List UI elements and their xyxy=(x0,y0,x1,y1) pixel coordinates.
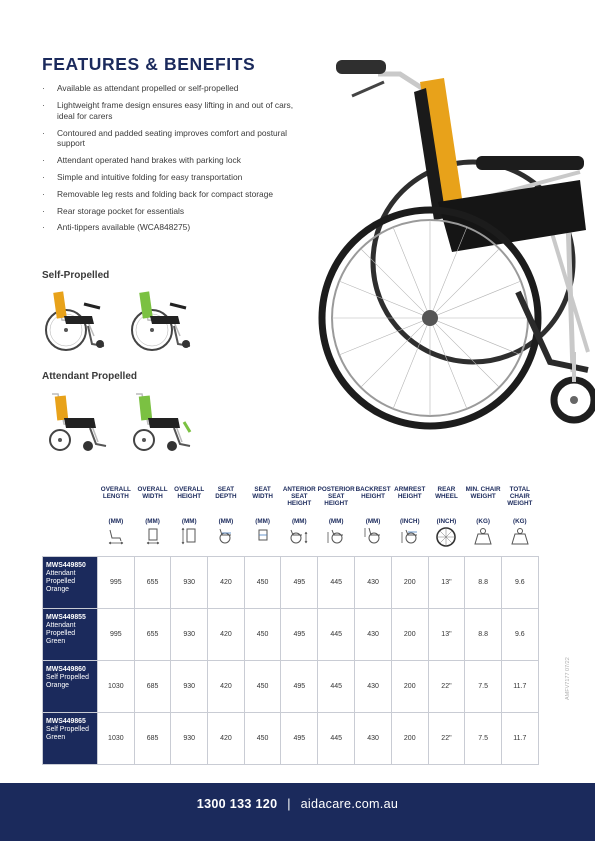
column-header-overall-width: OVERALL WIDTH (MM) xyxy=(134,480,171,557)
table-cell: 1030 xyxy=(98,713,135,765)
bullet-icon: · xyxy=(42,99,45,110)
feature-item: · Attendant operated hand brakes with parking lock xyxy=(42,155,241,166)
table-cell: 450 xyxy=(244,661,281,713)
table-cell: 200 xyxy=(391,661,428,713)
feature-item: · Removable leg rests and folding back for compact storage xyxy=(42,188,274,199)
table-cell: 11.7 xyxy=(501,661,538,713)
bullet-icon: · xyxy=(42,172,45,182)
column-header-backrest-height: BACKREST HEIGHT (MM) xyxy=(355,480,392,557)
table-cell: 995 xyxy=(98,557,135,609)
table-cell: 200 xyxy=(391,609,428,661)
bullet-icon: · xyxy=(42,155,45,166)
table-cell: 420 xyxy=(208,713,245,765)
specifications-table xyxy=(42,480,539,765)
model-cell: MWS449865 Self Propelled Green xyxy=(43,713,98,765)
column-header-seat-depth: SEAT DEPTH (MM) xyxy=(208,480,245,557)
bullet-icon: · xyxy=(42,205,45,216)
page-title: FEATURES & BENEFITS xyxy=(42,54,256,74)
table-cell: 495 xyxy=(281,661,318,713)
table-cell: 22" xyxy=(428,661,465,713)
column-header-anterior-seat-height: ANTERIOR SEAT HEIGHT (MM) xyxy=(281,480,318,557)
table-cell: 200 xyxy=(391,557,428,609)
table-cell: 11.7 xyxy=(501,713,538,765)
footer-website[interactable]: aidacare.com.au xyxy=(300,797,399,811)
feature-item: · Rear storage pocket for essentials xyxy=(42,205,185,216)
table-cell: 445 xyxy=(318,661,355,713)
backrest-height-icon xyxy=(362,527,384,545)
table-cell: 200 xyxy=(391,713,428,765)
footer-phone[interactable]: 1300 133 120 xyxy=(196,797,278,811)
table-cell: 420 xyxy=(208,609,245,661)
table-cell: 430 xyxy=(355,661,392,713)
table-cell: 930 xyxy=(171,557,208,609)
bullet-icon: · xyxy=(42,222,45,233)
total-weight-icon xyxy=(510,527,530,545)
table-cell: 685 xyxy=(134,713,171,765)
column-header-overall-height: OVERALL HEIGHT (MM) xyxy=(171,480,208,557)
column-header-rear-wheel: REAR WHEEL (INCH) xyxy=(428,480,465,557)
column-header-seat-width: SEAT WIDTH (MM) xyxy=(244,480,281,557)
table-cell: 13" xyxy=(428,609,465,661)
column-header-overall-length: OVERALL LENGTH (MM) xyxy=(98,480,135,557)
table-cell: 9.6 xyxy=(501,609,538,661)
armrest-height-icon xyxy=(399,527,421,545)
table-row xyxy=(43,713,539,765)
table-cell: 930 xyxy=(171,609,208,661)
seat-depth-icon xyxy=(217,527,235,545)
table-cell: 450 xyxy=(244,557,281,609)
model-cell: MWS449855 Attendant Propelled Green xyxy=(43,609,98,661)
attendant-propelled-orange-image xyxy=(42,388,112,456)
self-propelled-green-image xyxy=(128,286,198,354)
seat-width-icon xyxy=(254,527,272,545)
bullet-icon: · xyxy=(42,127,45,138)
table-cell: 450 xyxy=(244,609,281,661)
wheelchair-hero-image xyxy=(318,52,595,440)
footer-contact xyxy=(0,797,595,811)
bullet-icon: · xyxy=(42,83,45,93)
table-corner-cell xyxy=(43,480,98,557)
table-cell: 495 xyxy=(281,609,318,661)
footer-separator: | xyxy=(287,797,291,811)
table-cell: 655 xyxy=(134,609,171,661)
table-cell: 495 xyxy=(281,713,318,765)
table-cell: 430 xyxy=(355,609,392,661)
feature-item: · Contoured and padded seating improves comfort and postural support xyxy=(42,127,287,149)
table-cell: 430 xyxy=(355,713,392,765)
rear-wheel-icon xyxy=(436,527,456,547)
length-icon xyxy=(107,527,125,545)
table-cell: 495 xyxy=(281,557,318,609)
feature-item: · Anti-tippers available (WCA848275) xyxy=(42,222,191,233)
table-cell: 995 xyxy=(98,609,135,661)
table-cell: 420 xyxy=(208,661,245,713)
table-cell: 450 xyxy=(244,713,281,765)
self-propelled-label: Self-Propelled xyxy=(42,270,110,281)
table-row xyxy=(43,661,539,713)
table-cell: 445 xyxy=(318,557,355,609)
feature-item: · Lightweight frame design ensures easy lifting in and out of cars, ideal for carers xyxy=(42,99,294,121)
feature-item: · Available as attendant propelled or self-propelled xyxy=(42,83,239,93)
table-cell: 8.8 xyxy=(465,609,502,661)
table-cell: 22" xyxy=(428,713,465,765)
table-row xyxy=(43,609,539,661)
features-list xyxy=(42,83,307,239)
height-icon xyxy=(180,527,198,545)
footer-bar xyxy=(0,783,595,841)
table-cell: 430 xyxy=(355,557,392,609)
min-weight-icon xyxy=(473,527,493,545)
table-cell: 685 xyxy=(134,661,171,713)
table-cell: 7.5 xyxy=(465,661,502,713)
table-cell: 9.6 xyxy=(501,557,538,609)
table-cell: 445 xyxy=(318,609,355,661)
table-cell: 8.8 xyxy=(465,557,502,609)
self-propelled-orange-image xyxy=(42,286,112,354)
column-header-posterior-seat-height: POSTERIOR SEAT HEIGHT (MM) xyxy=(318,480,355,557)
model-cell: MWS449850 Attendant Propelled Orange xyxy=(43,557,98,609)
document-code: AMFV7177 07/22 xyxy=(565,657,571,700)
table-cell: 930 xyxy=(171,661,208,713)
model-cell: MWS449860 Self Propelled Orange xyxy=(43,661,98,713)
table-cell: 1030 xyxy=(98,661,135,713)
table-cell: 930 xyxy=(171,713,208,765)
table-cell: 445 xyxy=(318,713,355,765)
attendant-propelled-green-image xyxy=(126,388,196,456)
table-cell: 420 xyxy=(208,557,245,609)
feature-item: · Simple and intuitive folding for easy transportation xyxy=(42,172,243,182)
table-header-row xyxy=(43,480,539,557)
attendant-propelled-label: Attendant Propelled xyxy=(42,371,138,382)
column-header-total-chair-weight: TOTAL CHAIR WEIGHT (KG) xyxy=(501,480,538,557)
anterior-seat-height-icon xyxy=(288,527,310,545)
column-header-min-chair-weight: MIN. CHAIR WEIGHT (KG) xyxy=(465,480,502,557)
bullet-icon: · xyxy=(42,188,45,199)
posterior-seat-height-icon xyxy=(325,527,347,545)
column-header-armrest-height: ARMREST HEIGHT (INCH) xyxy=(391,480,428,557)
table-cell: 13" xyxy=(428,557,465,609)
table-row xyxy=(43,557,539,609)
width-icon xyxy=(144,527,162,545)
table-cell: 7.5 xyxy=(465,713,502,765)
table-cell: 655 xyxy=(134,557,171,609)
